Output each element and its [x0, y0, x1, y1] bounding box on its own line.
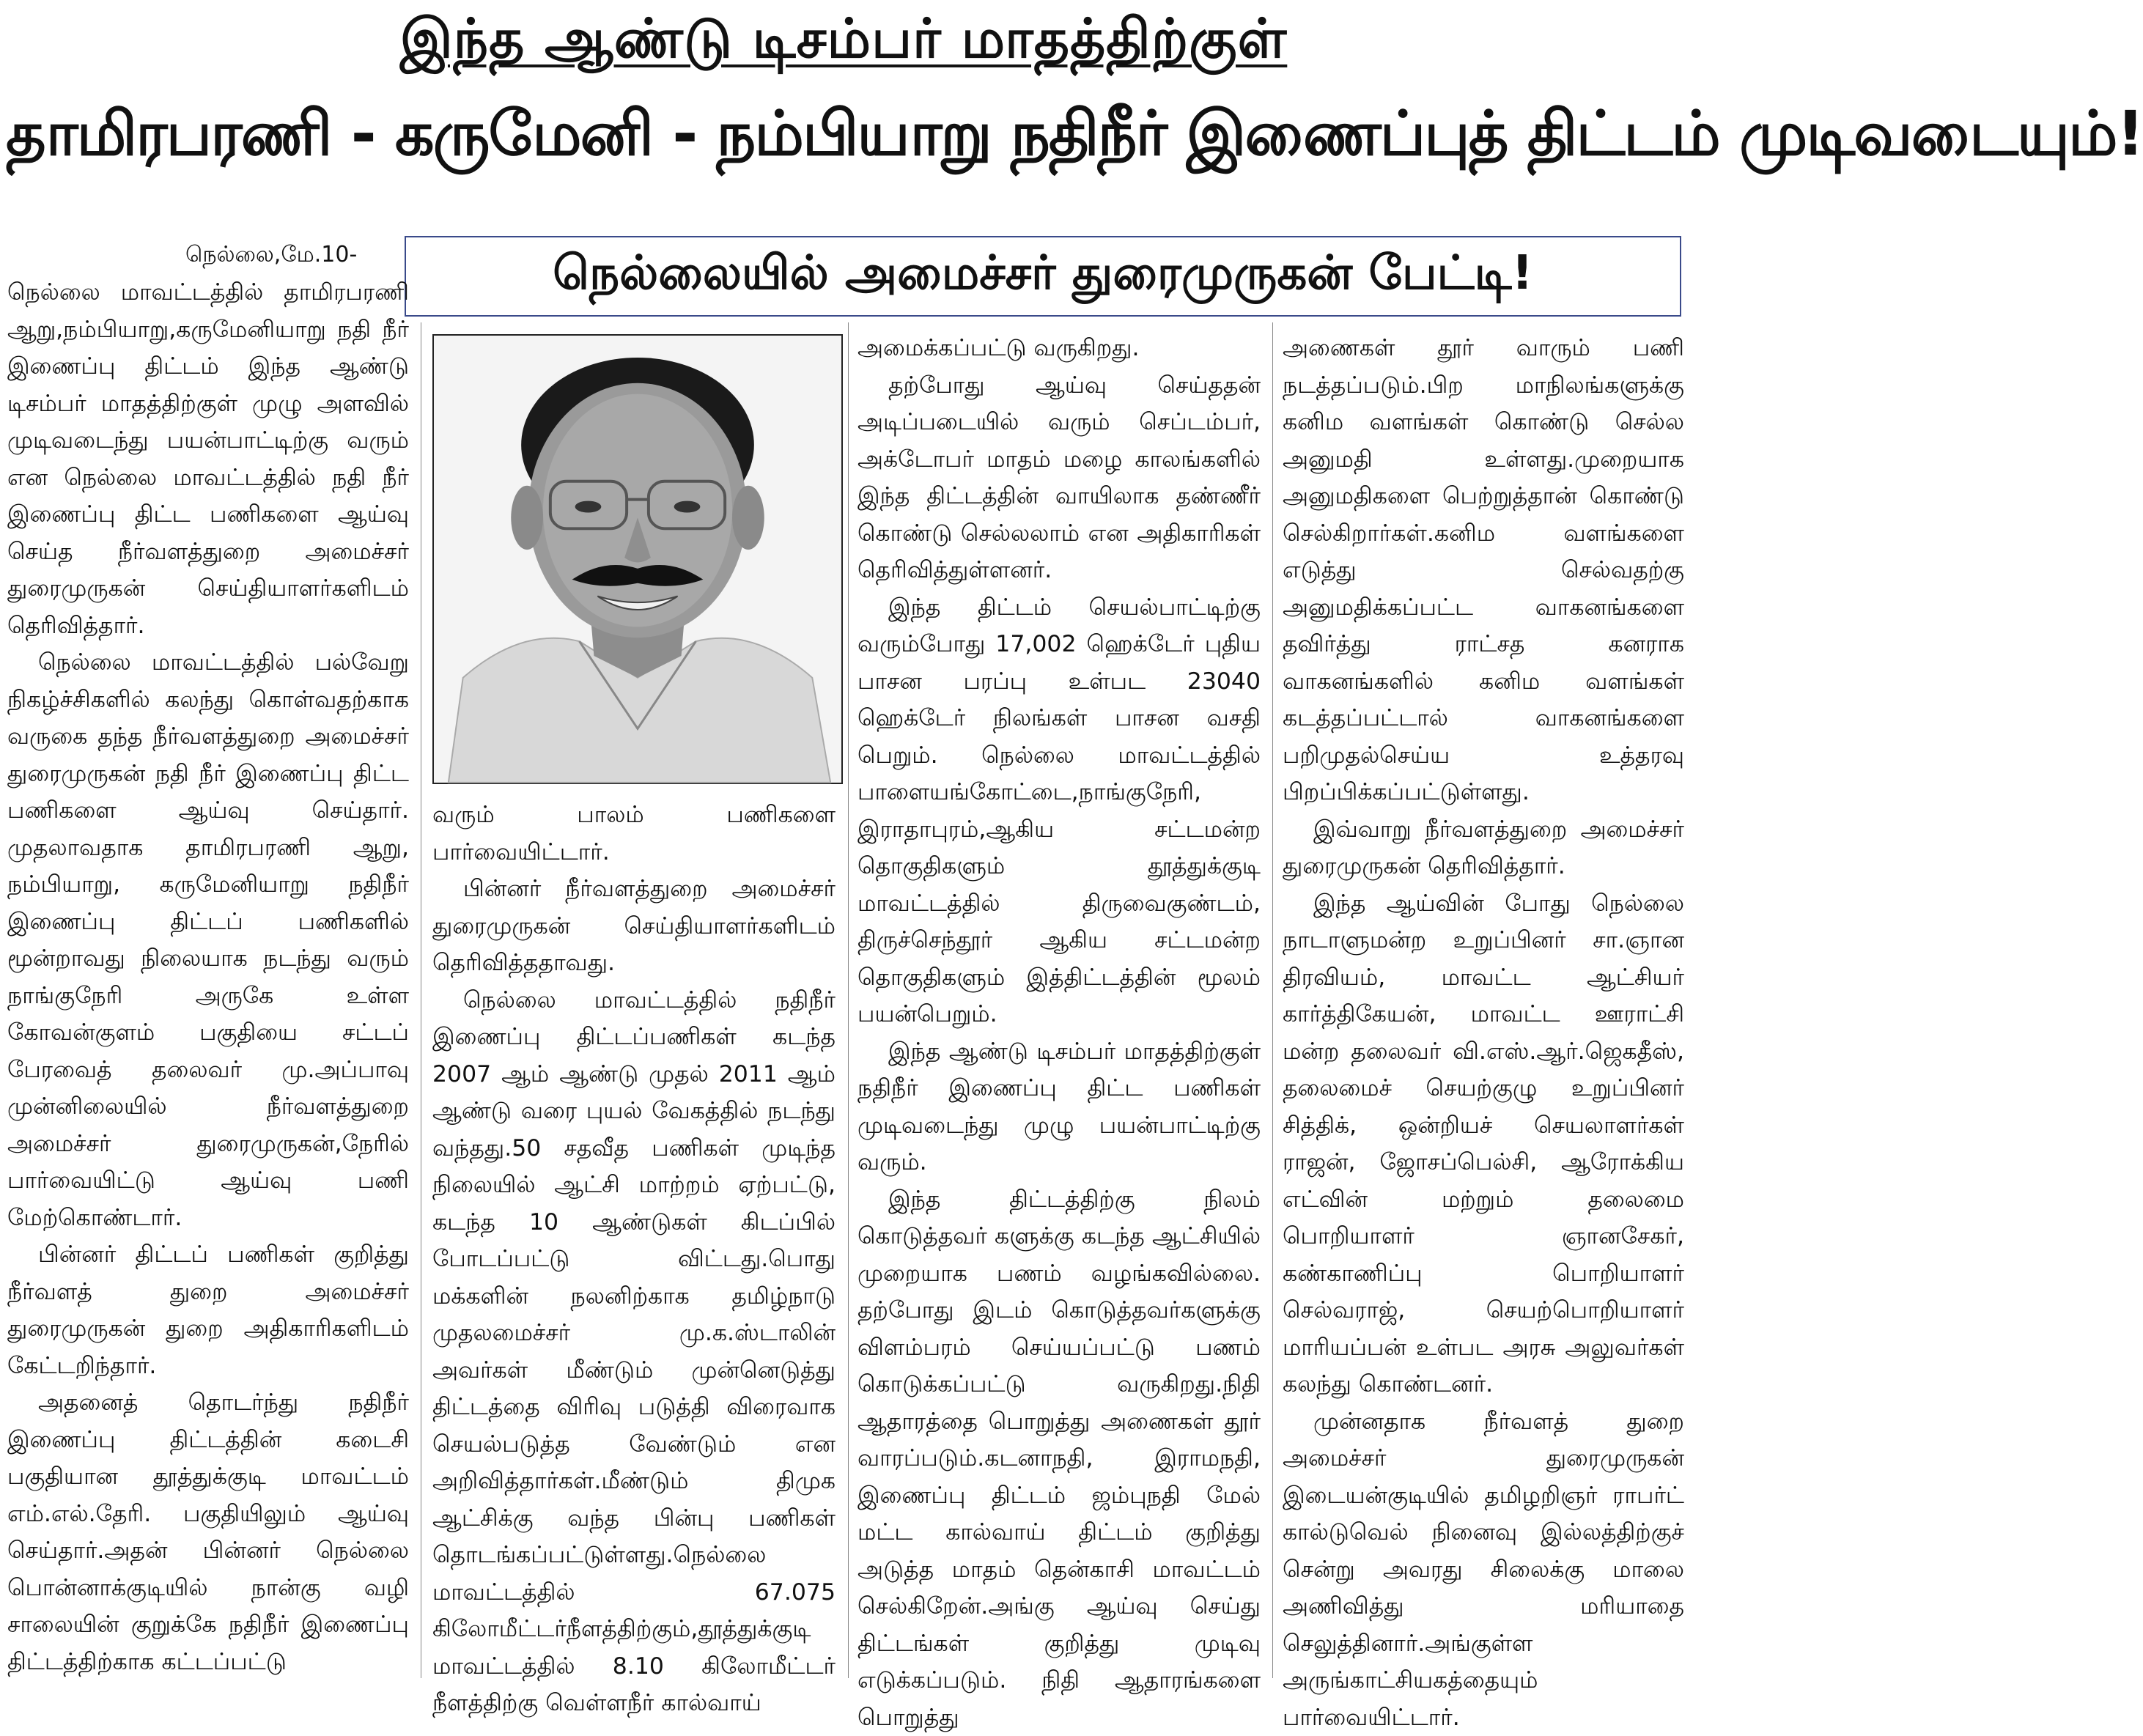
article-column-1 [7, 274, 409, 1680]
minister-photo [432, 334, 843, 784]
article-column-2 [432, 797, 836, 1722]
paragraph: இந்த ஆண்டு டிசம்பர் மாதத்திற்குள் நதிநீர் இணைப்பு திட்ட பணிகள் முடிவடைந்து முழு பயன்பாட்டிற்கு வரும். [857, 1033, 1261, 1181]
paragraph: இந்த திட்டத்திற்கு நிலம் கொடுத்தவர் களுக்கு கடந்த ஆட்சியில் முறையாக பணம் வழங்கவில்லை. தற்போது இடம் கொடுத்தவர்களுக்கு விளம்பரம் செய்யப்பட்டு பணம் கொடுக்கப்பட்டு வருகிறது.நிதி ஆதாரத்தை பொறுத்து அணைகள் தூர் வாரப்படும்.கடனாநதி, இராமநதி, இணைப்பு திட்டம் ஜம்புநதி மேல் மட்ட கால்வாய் திட்டம் குறித்து அடுத்த மாதம் தென்காசி மாவட்டம் செல்கிறேன்.அங்கு ஆய்வு செய்து திட்டங்கள் குறித்து முடிவு எடுக்கப்படும். நிதி ஆதாரங்களை பொறுத்து [857, 1181, 1261, 1736]
kicker-headline: இந்த ஆண்டு டிசம்பர் மாதத்திற்குள் [0, 7, 1687, 78]
paragraph: இந்த ஆய்வின் போது நெல்லை நாடாளுமன்ற உறுப்பினர் சா.ஞான திரவியம், மாவட்ட ஆட்சியர் கார்த்திகேயன், மாவட்ட ஊராட்சி மன்ற தலைவர் வி.எஸ்.ஆர்.ஜெகதீஸ், தலைமைச் செயற்குழு உறுப்பினர் சித்திக், ஒன்றியச் செயலாளர்கள் ராஜன், ஜோசப்பெல்சி, ஆரோக்கிய எட்வின் மற்றும் தலைமை பொறியாளர் ஞானசேகர், கண்காணிப்பு பொறியாளர் செல்வராஜ், செயற்பொறியாளர் மாரியப்பன் உள்பட அரசு அலுவர்கள் கலந்து கொண்டனர். [1283, 885, 1684, 1403]
paragraph: நெல்லை மாவட்டத்தில் பல்வேறு நிகழ்ச்சிகளில் கலந்து கொள்வதற்காக வருகை தந்த நீர்வளத்துறை அமைச்சர் துரைமுருகன் நதி நீர் இணைப்பு திட்ட பணிகளை ஆய்வு செய்தார். முதலாவதாக தாமிரபரணி ஆறு, நம்பியாறு, கருமேனியாறு நதிநீர் இணைப்பு திட்டப் பணிகளில் மூன்றாவது நிலையாக நடந்து வரும் நாங்குநேரி அருகே உள்ள கோவன்குளம் பகுதியை சட்டப் பேரவைத் தலைவர் மு.அப்பாவு முன்னிலையில் நீர்வளத்துறை அமைச்சர் துரைமுருகன்,நேரில் பார்வையிட்டு ஆய்வு பணி மேற்கொண்டார். [7, 644, 409, 1236]
paragraph: முன்னதாக நீர்வளத் துறை அமைச்சர் துரைமுருகன் இடையன்குடியில் தமிழறிஞர் ராபர்ட் கால்டுவெல் நினைவு இல்லத்திற்குச் சென்று அவரது சிலைக்கு மாலை அணிவித்து மரியாதை செலுத்தினார்.அங்குள்ள அருங்காட்சியகத்தையும் பார்வையிட்டார். [1283, 1403, 1684, 1736]
paragraph: பின்னர் நீர்வளத்துறை அமைச்சர் துரைமுருகன் செய்தியாளர்களிடம் தெரிவித்ததாவது. [432, 871, 836, 982]
portrait-illustration [434, 336, 841, 783]
column-rule-3 [1272, 322, 1273, 1678]
paragraph: வரும் பாலம் பணிகளை பார்வையிட்டார். [432, 797, 836, 871]
paragraph: அமைக்கப்பட்டு வருகிறது. [857, 330, 1261, 367]
subhead: நெல்லையில் அமைச்சர் துரைமுருகன் பேட்டி! [553, 246, 1532, 306]
dateline: நெல்லை,மே.10- [185, 242, 357, 270]
column-rule-2 [848, 322, 849, 1678]
paragraph: இவ்வாறு நீர்வளத்துறை அமைச்சர் துரைமுருகன் தெரிவித்தார். [1283, 811, 1684, 885]
paragraph: தற்போது ஆய்வு செய்ததன் அடிப்படையில் வரும் செப்டம்பர், அக்டோபர் மாதம் மழை காலங்களில் இந்த திட்டத்தின் வாயிலாக தண்ணீர் கொண்டு செல்லலாம் என அதிகாரிகள் தெரிவித்துள்ளனர். [857, 367, 1261, 589]
paragraph: பின்னர் திட்டப் பணிகள் குறித்து நீர்வளத் துறை அமைச்சர் துரைமுருகன் துறை அதிகாரிகளிடம் கேட்டறிந்தார். [7, 1236, 409, 1384]
article-column-3 [857, 330, 1261, 1736]
paragraph: நெல்லை மாவட்டத்தில் நதிநீர் இணைப்பு திட்டப்பணிகள் கடந்த 2007 ஆம் ஆண்டு முதல் 2011 ஆம் ஆண்டு வரை புயல் வேகத்தில் நடந்து வந்தது.50 சதவீத பணிகள் முடிந்த நிலையில் ஆட்சி மாற்றம் ஏற்பட்டு, கடந்த 10 ஆண்டுகள் கிடப்பில் போடப்பட்டு விட்டது.பொது மக்களின் நலனிற்காக தமிழ்நாடு முதலமைச்சர் மு.க.ஸ்டாலின் அவர்கள் மீண்டும் முன்னெடுத்து திட்டத்தை விரிவு படுத்தி விரைவாக செயல்படுத்த வேண்டும் என அறிவித்தார்கள்.மீண்டும் திமுக ஆட்சிக்கு வந்த பின்பு பணிகள் தொடங்கப்பட்டுள்ளது.நெல்லை மாவட்டத்தில் 67.075 கிலோமீட்டர்நீளத்திற்கும்,தூத்துக்குடி மாவட்டத்தில் 8.10 கிலோமீட்டர் நீளத்திற்கு வெள்ளநீர் கால்வாய் [432, 982, 836, 1722]
paragraph: அதனைத் தொடர்ந்து நதிநீர் இணைப்பு திட்டத்தின் கடைசி பகுதியான தூத்துக்குடி மாவட்டம் எம்.எல்.தேரி. பகுதியிலும் ஆய்வு செய்தார்.அதன் பின்னர் நெல்லை பொன்னாக்குடியில் நான்கு வழி சாலையின் குறுக்கே நதிநீர் இணைப்பு திட்டத்திற்காக கட்டப்பட்டு [7, 1384, 409, 1680]
subhead-box [405, 236, 1681, 317]
paragraph: அணைகள் தூர் வாரும் பணி நடத்தப்படும்.பிற மாநிலங்களுக்கு கனிம வளங்கள் கொண்டு செல்ல அனுமதி உள்ளது.முறையாக அனுமதிகளை பெற்றுத்தான் கொண்டு செல்கிறார்கள்.கனிம வளங்களை எடுத்து செல்வதற்கு அனுமதிக்கப்பட்ட வாகனங்களை தவிர்த்து ராட்சத கனராக வாகனங்களில் கனிம வளங்கள் கடத்தப்பட்டால் வாகனங்களை பறிமுதல்செய்ய உத்தரவு பிறப்பிக்கப்பட்டுள்ளது. [1283, 330, 1684, 811]
paragraph: நெல்லை மாவட்டத்தில் தாமிரபரணி ஆறு,நம்பியாறு,கருமேனியாறு நதி நீர் இணைப்பு திட்டம் இந்த ஆண்டு டிசம்பர் மாதத்திற்குள் முழு அளவில் முடிவடைந்து பயன்பாட்டிற்கு வரும் என நெல்லை மாவட்டத்தில் நதி நீர் இணைப்பு திட்ட பணிகளை ஆய்வு செய்த நீர்வளத்துறை அமைச்சர் துரைமுருகன் செய்தியாளர்களிடம் தெரிவித்தார். [7, 274, 409, 644]
main-headline: தாமிரபரணி - கருமேனி - நம்பியாறு நதிநீர் இணைப்புத் திட்டம் முடிவடையும்! [6, 97, 1684, 171]
paragraph: இந்த திட்டம் செயல்பாட்டிற்கு வரும்போது 17,002 ஹெக்டேர் புதிய பாசன பரப்பு உள்பட 23040 ஹெக்டேர் நிலங்கள் பாசன வசதி பெறும். நெல்லை மாவட்டத்தில் பாளையங்கோட்டை,நாங்குநேரி, இராதாபுரம்,ஆகிய சட்டமன்ற தொகுதிகளும் தூத்துக்குடி மாவட்டத்தில் திருவைகுண்டம், திருச்செந்தூர் ஆகிய சட்டமன்ற தொகுதிகளும் இத்திட்டத்தின் மூலம் பயன்பெறும். [857, 589, 1261, 1033]
article-column-4 [1283, 330, 1684, 1736]
